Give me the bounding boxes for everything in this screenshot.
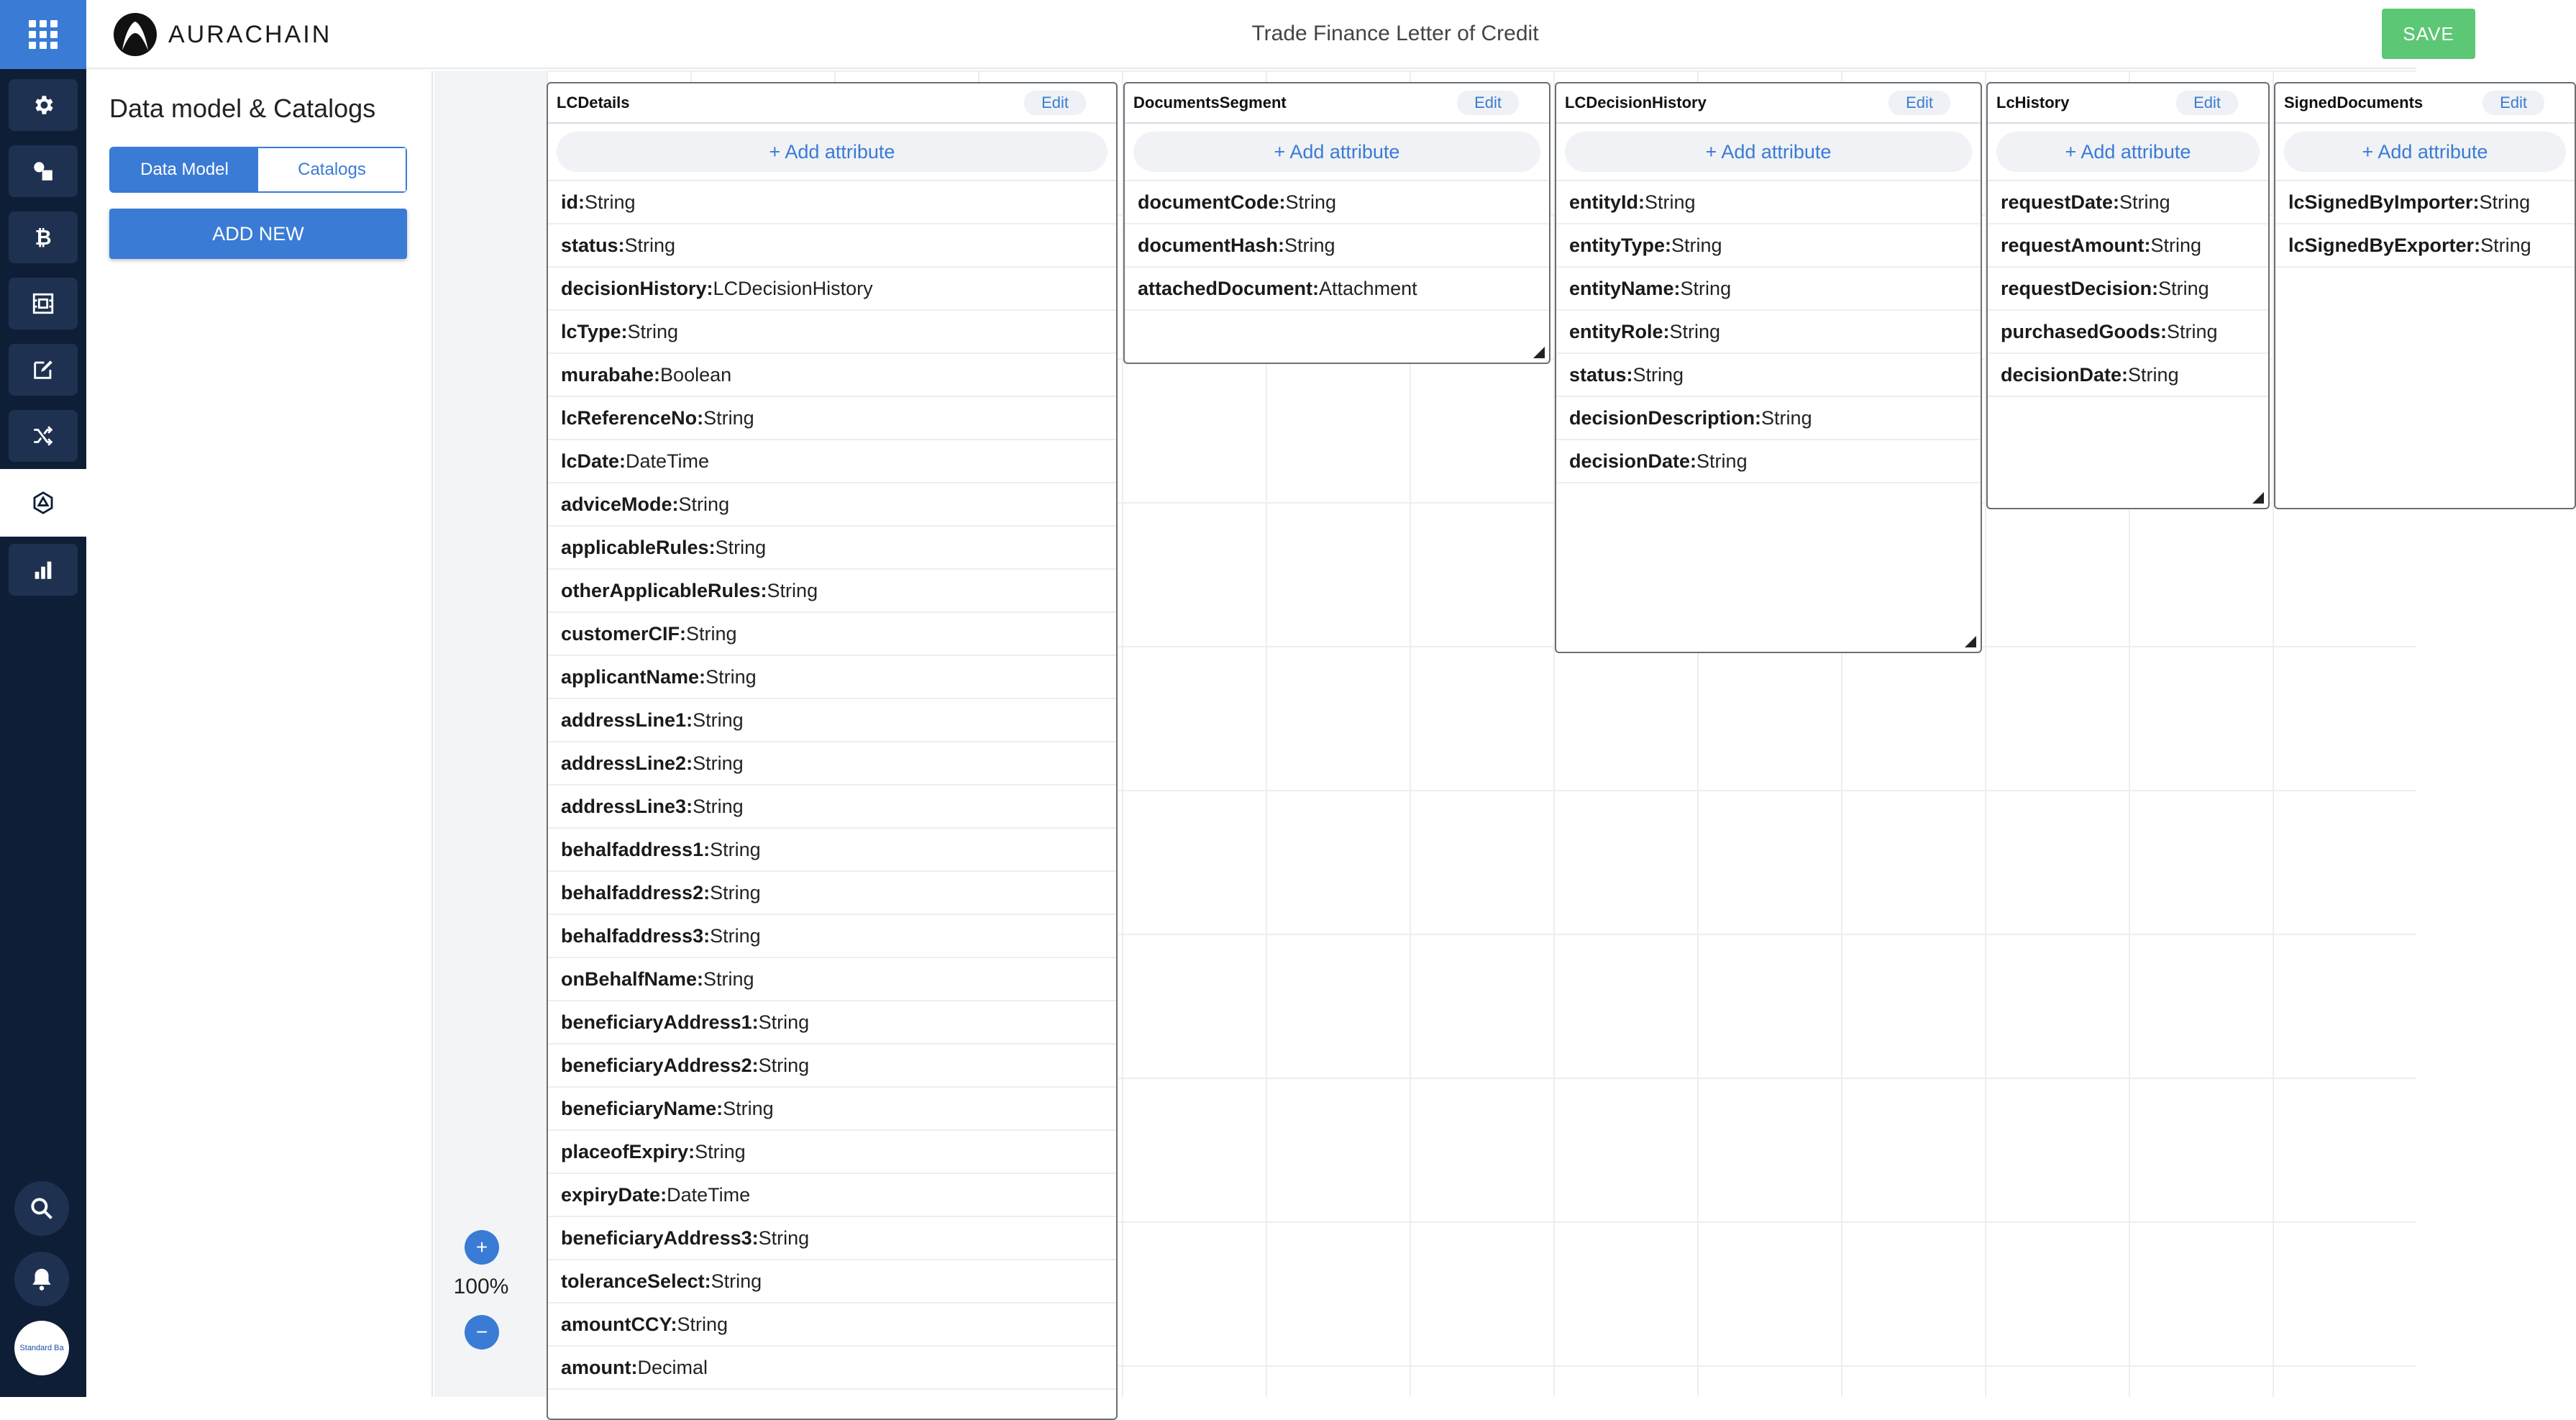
attribute-type: String (1680, 277, 1732, 299)
shapes-icon (31, 159, 55, 183)
attribute-name: addressLine3: (561, 795, 693, 817)
entity-header (1988, 83, 2268, 124)
attribute-type: String (2119, 191, 2170, 213)
entity-header (1125, 83, 1549, 124)
add-attribute-row (1556, 124, 1981, 181)
attribute-type: String (758, 1011, 810, 1033)
entity-edit-button[interactable]: Edit (1024, 91, 1086, 115)
edit-icon (31, 358, 55, 382)
entity-card[interactable] (1123, 82, 1550, 364)
attribute-row[interactable] (1988, 311, 2268, 354)
attribute-list (2275, 181, 2575, 268)
attribute-list (548, 181, 1116, 1390)
entity-edit-button[interactable]: Edit (2483, 91, 2544, 115)
tab-catalogs[interactable]: Catalogs (258, 148, 406, 191)
attribute-type: String (1669, 320, 1721, 342)
attribute-type: String (627, 320, 679, 342)
attribute-name: status: (1569, 363, 1633, 386)
attribute-row[interactable] (548, 483, 1116, 527)
rail-bitcoin-button[interactable] (9, 211, 78, 263)
attribute-name: amountCCY: (561, 1313, 677, 1335)
avatar-label: Standard Ba (19, 1344, 64, 1352)
data-model-panel (86, 70, 433, 1397)
attribute-row[interactable] (548, 915, 1116, 958)
attribute-name: attachedDocument: (1138, 277, 1320, 299)
attribute-type: String (715, 536, 767, 558)
attribute-row[interactable] (548, 181, 1116, 224)
attribute-row[interactable] (1556, 397, 1981, 440)
attribute-type: String (758, 1054, 810, 1076)
attribute-name: purchasedGoods: (2001, 320, 2168, 342)
attribute-name: behalfaddress2: (561, 881, 711, 904)
view-toggle (109, 147, 407, 193)
attribute-type: String (2150, 234, 2202, 256)
add-attribute-row (1988, 124, 2268, 181)
entity-card[interactable] (1555, 82, 1982, 653)
attribute-type: LCDecisionHistory (713, 277, 873, 299)
attribute-type: String (703, 968, 754, 990)
gear-icon (31, 93, 55, 117)
attribute-type: Attachment (1319, 277, 1417, 299)
attribute-type: String (585, 191, 636, 213)
rail-frame-button[interactable] (9, 278, 78, 329)
brand-name: AURACHAIN (168, 20, 332, 48)
attribute-name: lcSignedByImporter: (2288, 191, 2480, 213)
attribute-row[interactable] (1125, 181, 1549, 224)
attribute-row[interactable] (548, 1088, 1116, 1131)
attribute-name: applicableRules: (561, 536, 716, 558)
attribute-type: String (677, 1313, 729, 1335)
frame-icon (31, 291, 55, 316)
bar-chart-icon (31, 557, 55, 582)
attribute-name: entityName: (1569, 277, 1681, 299)
panel-title: Data model & Catalogs (109, 94, 376, 123)
attribute-type: String (2167, 320, 2218, 342)
entity-edit-button[interactable]: Edit (2176, 91, 2238, 115)
attribute-list (1988, 181, 2268, 397)
attribute-row[interactable] (548, 397, 1116, 440)
plus-icon: + (475, 1236, 488, 1258)
aurachain-logo-icon (112, 12, 158, 58)
entity-card[interactable] (2274, 82, 2576, 509)
entity-edit-button[interactable]: Edit (1888, 91, 1950, 115)
attribute-type: DateTime (667, 1183, 751, 1206)
attribute-row[interactable] (1556, 354, 1981, 397)
svg-text:₿: ₿ (35, 225, 52, 250)
attribute-name: decisionDescription: (1569, 406, 1762, 429)
attribute-name: entityRole: (1569, 320, 1670, 342)
attribute-name: documentHash: (1138, 234, 1285, 256)
add-new-button[interactable]: ADD NEW (109, 209, 407, 259)
attribute-row[interactable] (548, 786, 1116, 829)
attribute-type: String (1761, 406, 1812, 429)
resize-handle[interactable] (2252, 492, 2264, 504)
zoom-controls (434, 70, 547, 1397)
attribute-name: toleranceSelect: (561, 1270, 711, 1292)
attribute-type: DateTime (626, 450, 710, 472)
entity-edit-button[interactable]: Edit (1457, 91, 1519, 115)
add-attribute-row (2275, 124, 2575, 181)
attribute-name: onBehalfName: (561, 968, 704, 990)
attribute-row[interactable] (548, 699, 1116, 742)
data-model-icon (31, 491, 55, 515)
attribute-name: documentCode: (1138, 191, 1286, 213)
add-attribute-button[interactable]: + Add attribute (557, 132, 1107, 172)
rail-edit-button[interactable] (9, 344, 78, 396)
attribute-row[interactable] (548, 613, 1116, 656)
entity-name: LCDecisionHistory (1565, 94, 1707, 111)
resize-handle[interactable] (1533, 347, 1545, 358)
attribute-name: otherApplicableRules: (561, 579, 767, 601)
rail-chart-button[interactable] (9, 544, 78, 596)
attribute-type: String (767, 579, 818, 601)
attribute-name: behalfaddress3: (561, 924, 711, 947)
add-attribute-button[interactable]: + Add attribute (2284, 132, 2566, 172)
entity-card[interactable] (547, 82, 1118, 1420)
attribute-type: String (1284, 234, 1335, 256)
attribute-list (1556, 181, 1981, 483)
attribute-name: lcType: (561, 320, 628, 342)
entity-name: SignedDocuments (2284, 94, 2424, 111)
attribute-row[interactable] (548, 1131, 1116, 1174)
zoom-out-button[interactable] (465, 1315, 499, 1350)
attribute-type: String (693, 752, 744, 774)
attribute-row[interactable] (1988, 354, 2268, 397)
attribute-name: requestDate: (2001, 191, 2120, 213)
attribute-name: addressLine2: (561, 752, 693, 774)
attribute-name: lcReferenceNo: (561, 406, 704, 429)
attribute-row[interactable] (548, 570, 1116, 613)
attribute-row[interactable] (1556, 268, 1981, 311)
attribute-row[interactable] (1988, 268, 2268, 311)
attribute-row[interactable] (548, 742, 1116, 786)
rail-data-model-button[interactable] (0, 469, 86, 537)
attribute-row[interactable] (548, 440, 1116, 483)
attribute-type: String (711, 1270, 762, 1292)
attribute-row[interactable] (1988, 181, 2268, 224)
apps-grid-icon[interactable] (0, 0, 86, 69)
attribute-type: String (2480, 234, 2531, 256)
attribute-row[interactable] (2275, 181, 2575, 224)
attribute-name: requestAmount: (2001, 234, 2151, 256)
add-attribute-button[interactable]: + Add attribute (1996, 132, 2260, 172)
add-attribute-row (1125, 124, 1549, 181)
shuffle-icon (31, 424, 55, 448)
attribute-type: String (705, 665, 757, 688)
search-icon (28, 1195, 55, 1222)
bitcoin-icon (31, 225, 55, 250)
attribute-name: murabahe: (561, 363, 661, 386)
bell-icon (28, 1265, 55, 1293)
attribute-row[interactable] (548, 1217, 1116, 1260)
attribute-type: String (1632, 363, 1684, 386)
entity-header (1556, 83, 1981, 124)
attribute-row[interactable] (548, 268, 1116, 311)
attribute-row[interactable] (1556, 311, 1981, 354)
attribute-row[interactable] (548, 1303, 1116, 1347)
attribute-type: String (693, 709, 744, 731)
attribute-row[interactable] (548, 224, 1116, 268)
attribute-list (1125, 181, 1549, 311)
rail-shuffle-button[interactable] (9, 410, 78, 462)
model-canvas[interactable] (547, 70, 2531, 1397)
top-bar (86, 0, 2454, 69)
entity-header (548, 83, 1116, 124)
attribute-name: decisionDate: (2001, 363, 2129, 386)
attribute-row[interactable] (548, 872, 1116, 915)
attribute-name: applicantName: (561, 665, 706, 688)
add-attribute-button[interactable]: + Add attribute (1133, 132, 1540, 172)
attribute-row[interactable] (1556, 440, 1981, 483)
attribute-name: lcDate: (561, 450, 626, 472)
attribute-type: String (710, 881, 761, 904)
attribute-name: requestDecision: (2001, 277, 2159, 299)
attribute-row[interactable] (2275, 224, 2575, 268)
attribute-row[interactable] (548, 656, 1116, 699)
attribute-name: lcSignedByExporter: (2288, 234, 2481, 256)
attribute-row[interactable] (548, 1044, 1116, 1088)
rail-shapes-button[interactable] (9, 145, 78, 197)
attribute-row[interactable] (548, 1001, 1116, 1044)
attribute-row[interactable] (1125, 268, 1549, 311)
attribute-type: String (1285, 191, 1337, 213)
attribute-row[interactable] (1988, 224, 2268, 268)
attribute-row[interactable] (548, 1174, 1116, 1217)
attribute-type: String (1645, 191, 1696, 213)
attribute-row[interactable] (548, 958, 1116, 1001)
attribute-type: String (693, 795, 744, 817)
attribute-row[interactable] (548, 1260, 1116, 1303)
attribute-name: status: (561, 234, 625, 256)
zoom-in-button[interactable] (465, 1230, 499, 1265)
entity-header (2275, 83, 2575, 124)
attribute-name: beneficiaryName: (561, 1097, 723, 1119)
resize-handle[interactable] (1965, 636, 1976, 647)
add-attribute-button[interactable]: + Add attribute (1565, 132, 1972, 172)
attribute-row[interactable] (1556, 224, 1981, 268)
left-rail (0, 0, 86, 1397)
attribute-name: addressLine1: (561, 709, 693, 731)
attribute-name: entityId: (1569, 191, 1645, 213)
attribute-row[interactable] (548, 1347, 1116, 1390)
save-button[interactable]: SAVE (2382, 9, 2475, 59)
attribute-row[interactable] (548, 829, 1116, 872)
attribute-name: customerCIF: (561, 622, 687, 645)
attribute-type: String (2158, 277, 2209, 299)
attribute-row[interactable] (548, 311, 1116, 354)
attribute-type: Boolean (660, 363, 732, 386)
attribute-type: String (710, 924, 761, 947)
attribute-name: amount: (561, 1356, 638, 1378)
attribute-type: String (1671, 234, 1722, 256)
entity-name: LcHistory (1996, 94, 2070, 111)
attribute-name: behalfaddress1: (561, 838, 711, 860)
attribute-type: String (686, 622, 737, 645)
attribute-name: beneficiaryAddress2: (561, 1054, 759, 1076)
attribute-row[interactable] (548, 354, 1116, 397)
attribute-type: String (723, 1097, 774, 1119)
attribute-type: String (703, 406, 754, 429)
attribute-name: entityType: (1569, 234, 1672, 256)
attribute-name: placeofExpiry: (561, 1140, 695, 1162)
attribute-type: String (678, 493, 730, 515)
attribute-type: String (2479, 191, 2531, 213)
attribute-type: Decimal (637, 1356, 708, 1378)
attribute-type: String (758, 1226, 810, 1249)
attribute-type: String (1696, 450, 1748, 472)
zoom-level: 100% (453, 1275, 509, 1298)
attribute-row[interactable] (1556, 181, 1981, 224)
minus-icon: − (475, 1321, 488, 1343)
rail-settings-button[interactable] (9, 79, 78, 131)
rail-search-button[interactable] (14, 1181, 69, 1236)
attribute-row[interactable] (548, 527, 1116, 570)
app-title: Trade Finance Letter of Credit (1251, 22, 1539, 45)
attribute-type: String (695, 1140, 746, 1162)
rail-notifications-button[interactable] (14, 1252, 69, 1306)
entity-name: LCDetails (557, 94, 630, 111)
attribute-type: String (2128, 363, 2179, 386)
entity-name: DocumentsSegment (1133, 94, 1287, 111)
user-avatar[interactable] (14, 1321, 69, 1375)
attribute-name: expiryDate: (561, 1183, 667, 1206)
add-attribute-row (548, 124, 1116, 181)
tab-data-model[interactable]: Data Model (111, 148, 258, 191)
attribute-name: decisionHistory: (561, 277, 713, 299)
attribute-name: beneficiaryAddress3: (561, 1226, 759, 1249)
attribute-name: id: (561, 191, 585, 213)
attribute-name: decisionDate: (1569, 450, 1697, 472)
attribute-type: String (710, 838, 761, 860)
attribute-row[interactable] (1125, 224, 1549, 268)
attribute-type: String (624, 234, 676, 256)
attribute-name: beneficiaryAddress1: (561, 1011, 759, 1033)
entity-card[interactable] (1986, 82, 2270, 509)
brand-logo[interactable] (112, 12, 332, 58)
attribute-name: adviceMode: (561, 493, 679, 515)
